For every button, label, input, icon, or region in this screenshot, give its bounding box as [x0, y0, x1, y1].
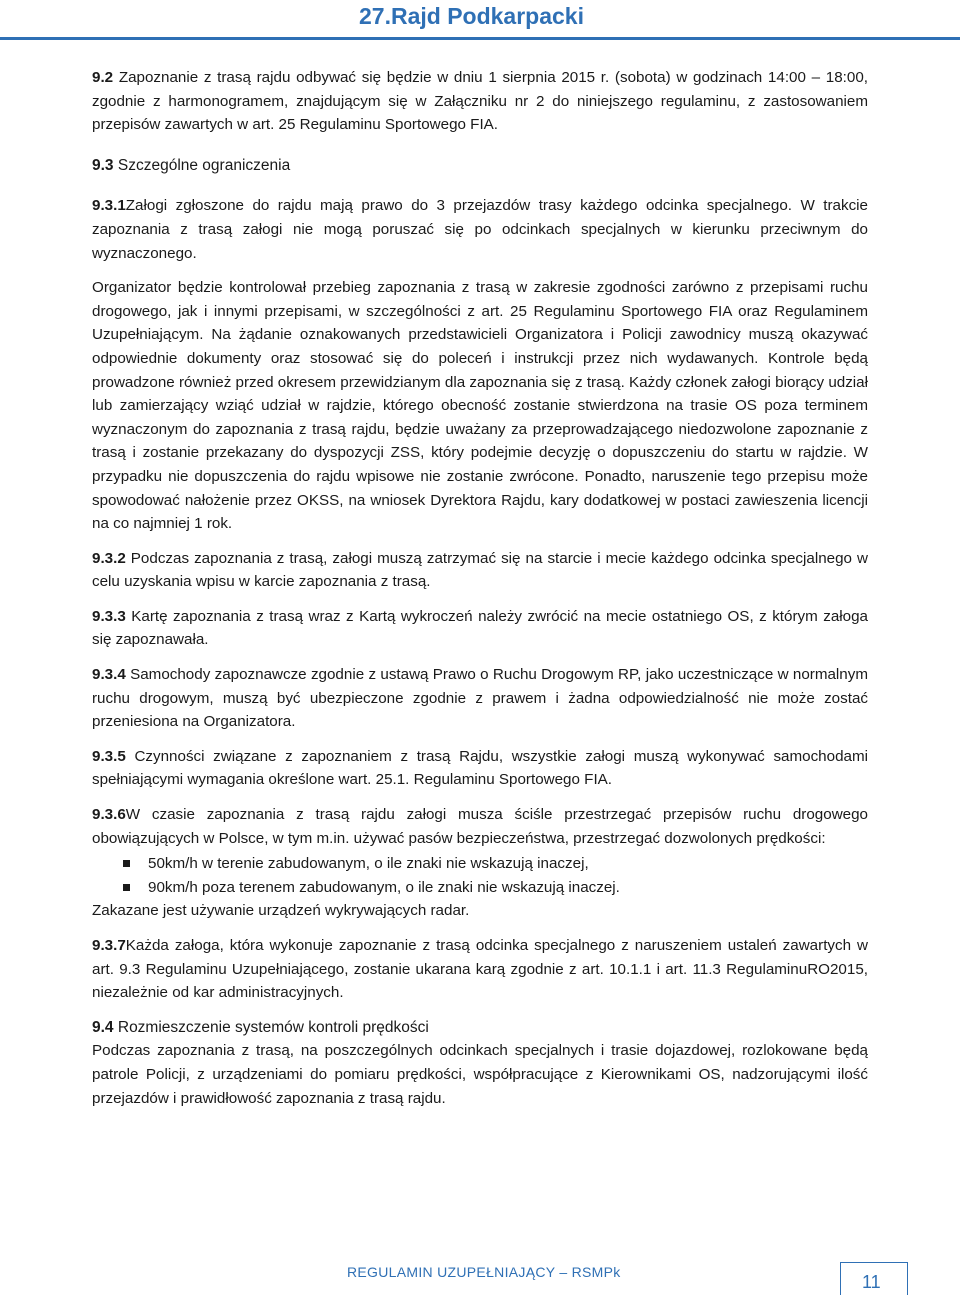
footer-text: REGULAMIN UZUPEŁNIAJĄCY – RSMPk — [347, 1264, 621, 1280]
list-item-text: 50km/h w terenie zabudowanym, o ile znaki nie wskazują inaczej, — [148, 855, 589, 873]
list-item — [92, 876, 868, 900]
bullet-square-icon — [123, 884, 130, 891]
section-title: Szczególne ograniczenia — [113, 156, 291, 174]
paragraph-radar-ban: Zakazane jest używanie urządzeń wykrywających radar. — [92, 902, 470, 920]
section-number: 9.3.7 — [92, 937, 126, 954]
paragraph-9-3-3 — [92, 605, 868, 652]
document-body — [92, 66, 868, 1110]
list-item-text: 90km/h poza terenem zabudowanym, o ile znaki nie wskazują inaczej. — [148, 878, 620, 896]
paragraph-9-3-2 — [92, 547, 868, 594]
paragraph-text: W czasie zapoznania z trasą rajdu załogi musza ściśle przestrzegać przepisów ruchu drogowego obowiązujących w Polsce, w tym m.in. używać pasów bezpieczeństwa, przestrzegać dozwolonych prędkości: — [92, 806, 868, 847]
section-number: 9.3.2 — [92, 549, 126, 567]
section-number: 9.4 — [92, 1018, 114, 1036]
paragraph-text: Zapoznanie z trasą rajdu odbywać się będzie w dniu 1 sierpnia 2015 r. (sobota) w godzinach 14:00 – 18:00, zgodnie z harmonogramem, znajdującym się w Załączniku nr 2 do niniejszego regulaminu, z zastosowaniem przepisów zawartych w art. 25 Regulaminu Sportowego FIA. — [92, 69, 868, 134]
paragraph-text: Załogi zgłoszone do rajdu mają prawo do 3 przejazdów trasy każdego odcinka specjalnego. W trakcie zapoznania z trasą załogi nie mogą poruszać się po odcinkach specjalnych w kierunku przeciwnym do wyznaczonego. — [92, 197, 868, 262]
paragraph-9-3-1-continued: Organizator będzie kontrolował przebieg zapoznania z trasą w zakresie zgodności zarówno z przepisami ruchu drogowego, jak i innymi przepisami, w szczególności z art. 25 Regulaminu Sportowego FIA oraz Regulaminem Uzupełniającym. Na żądanie oznakowanych przedstawicieli Organizatora i Policji zawodnicy muszą okazywać odpowiednie dokumenty oraz stosować się do poleceń i instrukcji przez nich wydawanych. Kontrole będą prowadzone również przed okresem przewidzianym dla zapoznania się z trasą. Każdy członek załogi biorący udział lub zamierzający wziąć udział w rajdzie, którego obecność zostanie stwierdzona na trasie OS poza terminem wyznaczonym do zapoznania z trasą rajdu, będzie uważany za przeprowadzającego niedozwolone zapoznanie z trasą i zostanie przekazany do dyspozycji ZSS, który podejmie decyzję o dopuszczeniu do startu w rajdzie. W przypadku nie dopuszczenia do rajdu wpisowe nie zostanie zwrócone. Ponadto, naruszenie tego przepisu może spowodować nałożenie przez OKSS, na wniosek Dyrektora Rajdu, kary dodatkowej w postaci zawieszenia licencji na co najmniej 1 rok. — [92, 279, 868, 533]
paragraph-9-3-7 — [92, 934, 868, 1005]
paragraph-text: Samochody zapoznawcze zgodnie z ustawą Prawo o Ruchu Drogowym RP, jako uczestniczące w normalnym ruchu drogowym, muszą być ubezpieczone zgodnie z prawem i żadna odpowiedzialność nie może zostać przeniesiona na Organizatora. — [92, 666, 868, 731]
paragraph-9-2 — [92, 66, 868, 137]
page-number: 11 — [862, 1272, 881, 1292]
paragraph-text: Czynności związane z zapoznaniem z trasą Rajdu, wszystkie załogi muszą wykonywać samochodami spełniającymi wymagania określone wart. 25.1. Regulaminu Sportowego FIA. — [92, 747, 868, 789]
section-number: 9.3.6 — [92, 806, 126, 824]
paragraph-text: Podczas zapoznania z trasą, załogi muszą zatrzymać się na starcie i mecie każdego odcinka specjalnego w celu uzyskania wpisu w karcie zapoznania z trasą. — [92, 549, 868, 591]
section-title: Rozmieszczenie systemów kontroli prędkości — [113, 1018, 429, 1036]
paragraph-9-3-6 — [92, 803, 868, 850]
section-number: 9.3.5 — [92, 747, 126, 765]
section-number: 9.3.3 — [92, 607, 126, 625]
section-number: 9.2 — [92, 69, 114, 86]
paragraph-9-3-4 — [92, 663, 868, 734]
list-item — [92, 852, 868, 876]
paragraph-text: Kartę zapoznania z trasą wraz z Kartą wykroczeń należy zwrócić na mecie ostatniego OS, z którym załoga się zapoznawała. — [92, 607, 868, 649]
section-number: 9.3 — [92, 156, 114, 174]
section-number: 9.3.4 — [92, 666, 126, 684]
paragraph-9-4: Podczas zapoznania z trasą, na poszczególnych odcinkach specjalnych i trasie dojazdowej, rozlokowane będą patrole Policji, z urządzeniami do pomiaru prędkości, współpracujące z Kierownikami OS, nadzorującymi ilość przejazdów i prawidłowość zapoznania z trasą rajdu. — [92, 1042, 868, 1107]
paragraph-9-3-1 — [92, 194, 868, 265]
paragraph-text: Każda załoga, która wykonuje zapoznanie z trasą odcinka specjalnego z naruszeniem ustaleń zawartych w art. 9.3 Regulaminu Uzupełniającego, zostanie ukarana karą zgodnie z art. 10.1.1 i art. 11.3 RegulaminuRO2015, niezależnie od kar administracyjnych. — [92, 937, 868, 1002]
heading-9-3 — [92, 154, 868, 178]
header-divider — [0, 37, 960, 40]
heading-9-4 — [92, 1016, 868, 1040]
speed-limit-list — [92, 852, 868, 899]
document-header-title: 27.Rajd Podkarpacki — [359, 3, 584, 29]
paragraph-9-3-5 — [92, 745, 868, 792]
bullet-square-icon — [123, 860, 130, 867]
section-number: 9.3.1 — [92, 197, 126, 215]
